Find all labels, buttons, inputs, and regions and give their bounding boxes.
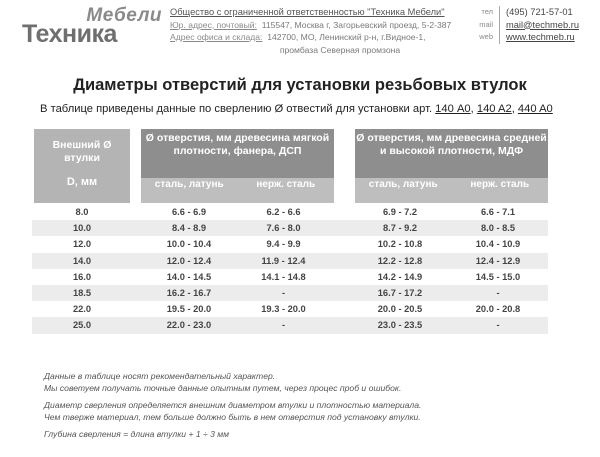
note-recommendation bbox=[44, 370, 421, 394]
header-soft-stainless: нерж. сталь bbox=[256, 179, 316, 190]
cell-hard-steel: 12.2 - 12.8 bbox=[377, 255, 423, 266]
contact-web-row bbox=[466, 31, 596, 44]
cell-outer-d: 14.0 bbox=[72, 255, 92, 266]
legal-address-label: Юр. адрес, почтовый: bbox=[170, 19, 257, 30]
cell-soft-steel: 8.4 - 8.9 bbox=[171, 223, 207, 234]
cell-hard-steel: 23.0 - 23.5 bbox=[377, 320, 423, 331]
table-row bbox=[32, 236, 548, 252]
table-row bbox=[32, 220, 548, 236]
cell-soft-steel: 14.0 - 14.5 bbox=[166, 271, 212, 282]
header-group-soft-wood bbox=[141, 129, 334, 203]
cell-soft-stainless: 6.2 - 6.6 bbox=[266, 207, 301, 218]
cell-hard-steel: 14.2 - 14.9 bbox=[377, 271, 423, 282]
cell-outer-d: 10.0 bbox=[72, 223, 92, 234]
cell-outer-d: 25.0 bbox=[72, 320, 92, 331]
web-label: web bbox=[466, 31, 500, 44]
cell-outer-d: 12.0 bbox=[72, 239, 92, 250]
cell-hard-stainless: 14.5 - 15.0 bbox=[475, 271, 521, 282]
office-address: 142700, МО, Ленинский р-н, г.Видное-1, bbox=[267, 32, 426, 42]
cell-soft-stainless: 7.6 - 8.0 bbox=[266, 223, 301, 234]
company-logo bbox=[22, 6, 162, 46]
header-outer-diameter-label: Внешний Ø втулки bbox=[52, 139, 112, 164]
header-hard-steel: сталь, латунь bbox=[368, 179, 438, 190]
company-name: Общество с ограниченной ответственностью "Техника Мебели" bbox=[170, 7, 445, 17]
cell-soft-stainless: - bbox=[281, 288, 286, 299]
cell-hard-steel: 20.0 - 20.5 bbox=[377, 304, 423, 315]
web-link[interactable]: www.techmeb.ru bbox=[506, 32, 575, 42]
contact-mail-row bbox=[466, 19, 596, 32]
note-line-2: Мы советуем получать точные данные опытным путем, через процес проб и ошибок. bbox=[44, 383, 402, 393]
cell-hard-stainless: 10.4 - 10.9 bbox=[475, 239, 521, 250]
company-info bbox=[170, 6, 470, 56]
article-link-140a2[interactable]: 140 A2 bbox=[476, 103, 512, 115]
note-line-1: Данные в таблице носят рекомендательный характер. bbox=[44, 371, 276, 381]
header-outer-diameter bbox=[34, 129, 130, 203]
header-group-hard-wood bbox=[355, 129, 548, 203]
header-soft-steel: сталь, латунь bbox=[154, 179, 224, 190]
table-header bbox=[32, 126, 548, 204]
note-line-5: Глубина сверления = длина втулки + 1 ÷ 3 мм bbox=[44, 429, 230, 439]
table-row bbox=[32, 301, 548, 317]
cell-soft-stainless: 11.9 - 12.4 bbox=[261, 255, 306, 266]
logo-line1: Мебели bbox=[86, 5, 162, 26]
header-group-hard-wood-subs bbox=[355, 178, 548, 203]
cell-outer-d: 16.0 bbox=[72, 271, 92, 282]
cell-soft-steel: 12.0 - 12.4 bbox=[166, 255, 212, 266]
table-body bbox=[32, 204, 548, 334]
cell-hard-stainless: - bbox=[496, 288, 500, 299]
table-row bbox=[32, 253, 548, 269]
table-row bbox=[32, 269, 548, 285]
cell-soft-steel: 19.5 - 20.0 bbox=[166, 304, 212, 315]
intro-text: В таблице приведены данные по сверлению Ø отвестий для установки арт. 140 A0, 140 A2, 440 A0 bbox=[40, 103, 553, 115]
cell-hard-steel: 16.7 - 17.2 bbox=[377, 288, 423, 299]
mail-link[interactable]: mail@techmeb.ru bbox=[506, 19, 579, 30]
header-group-soft-wood-subs bbox=[141, 178, 334, 203]
cell-soft-steel: 10.0 - 10.4 bbox=[166, 239, 212, 250]
note-density bbox=[44, 399, 421, 423]
cell-soft-stainless: 19.3 - 20.0 bbox=[261, 304, 306, 315]
header-outer-diameter-unit: D, мм bbox=[66, 176, 98, 188]
note-line-3: Диаметр сверления определяется внешним диаметром втулки и плотностью материала. bbox=[44, 400, 422, 410]
note-line-4: Чем тверже материал, тем больше должно быть в нем отверстия под установку втулки. bbox=[44, 412, 421, 422]
cell-hard-stainless: 20.0 - 20.8 bbox=[475, 304, 521, 315]
phone-number: (495) 721-57-01 bbox=[506, 7, 573, 17]
cell-soft-steel: 16.2 - 16.7 bbox=[166, 288, 212, 299]
contacts-block bbox=[466, 6, 596, 44]
cell-soft-steel: 22.0 - 23.0 bbox=[166, 320, 212, 331]
article-link-440a0[interactable]: 440 A0 bbox=[517, 103, 553, 115]
article-link-140a0[interactable]: 140 A0 bbox=[435, 103, 471, 115]
office-address-label: Адрес офиса и склада: bbox=[170, 32, 263, 42]
office-address-line bbox=[170, 31, 470, 44]
cell-soft-stainless: 9.4 - 9.9 bbox=[266, 239, 301, 250]
page-title: Диаметры отверстий для установки резьбовых втулок bbox=[73, 76, 527, 94]
cell-hard-steel: 10.2 - 10.8 bbox=[377, 239, 423, 250]
cell-hard-stainless: 8.0 - 8.5 bbox=[480, 223, 516, 234]
intro-sentence: В таблице приведены данные по сверлению Ø отвестий для установки арт. bbox=[40, 103, 433, 115]
cell-outer-d: 8.0 bbox=[75, 207, 89, 218]
phone-label: тел bbox=[466, 6, 500, 19]
cell-hard-stainless: 6.6 - 7.1 bbox=[480, 207, 516, 218]
header-group-hard-wood-title: Ø отверстия, мм древесина средней и высокой плотности, МДФ bbox=[355, 129, 548, 178]
logo-line2: Техника bbox=[22, 20, 117, 48]
table-row bbox=[32, 285, 548, 301]
table-row bbox=[32, 317, 548, 333]
header-group-soft-wood-title: Ø отверстия, мм древесина мягкой плотности, фанера, ДСП bbox=[141, 129, 334, 178]
header-hard-stainless: нерж. сталь bbox=[470, 179, 530, 190]
cell-hard-stainless: - bbox=[496, 320, 500, 331]
cell-soft-steel: 6.6 - 6.9 bbox=[171, 207, 207, 218]
legal-address: 115547, Москва г, Загорьевский проезд, 5-2-387 bbox=[261, 19, 452, 30]
cell-hard-steel: 6.9 - 7.2 bbox=[382, 207, 418, 218]
cell-soft-stainless: - bbox=[281, 320, 286, 331]
contact-phone-row bbox=[466, 6, 596, 19]
cell-outer-d: 18.5 bbox=[72, 288, 92, 299]
mail-label: mail bbox=[466, 19, 500, 32]
cell-hard-steel: 8.7 - 9.2 bbox=[382, 223, 418, 234]
drilling-table bbox=[32, 126, 548, 334]
cell-soft-stainless: 14.1 - 14.8 bbox=[261, 271, 306, 282]
note-depth-formula bbox=[44, 428, 421, 440]
office-address-continued: промбаза Северная промзона bbox=[279, 44, 401, 55]
footnotes bbox=[44, 370, 421, 447]
legal-address-line bbox=[170, 19, 470, 32]
table-row bbox=[32, 204, 548, 220]
cell-outer-d: 22.0 bbox=[72, 304, 92, 315]
cell-hard-stainless: 12.4 - 12.9 bbox=[475, 255, 521, 266]
